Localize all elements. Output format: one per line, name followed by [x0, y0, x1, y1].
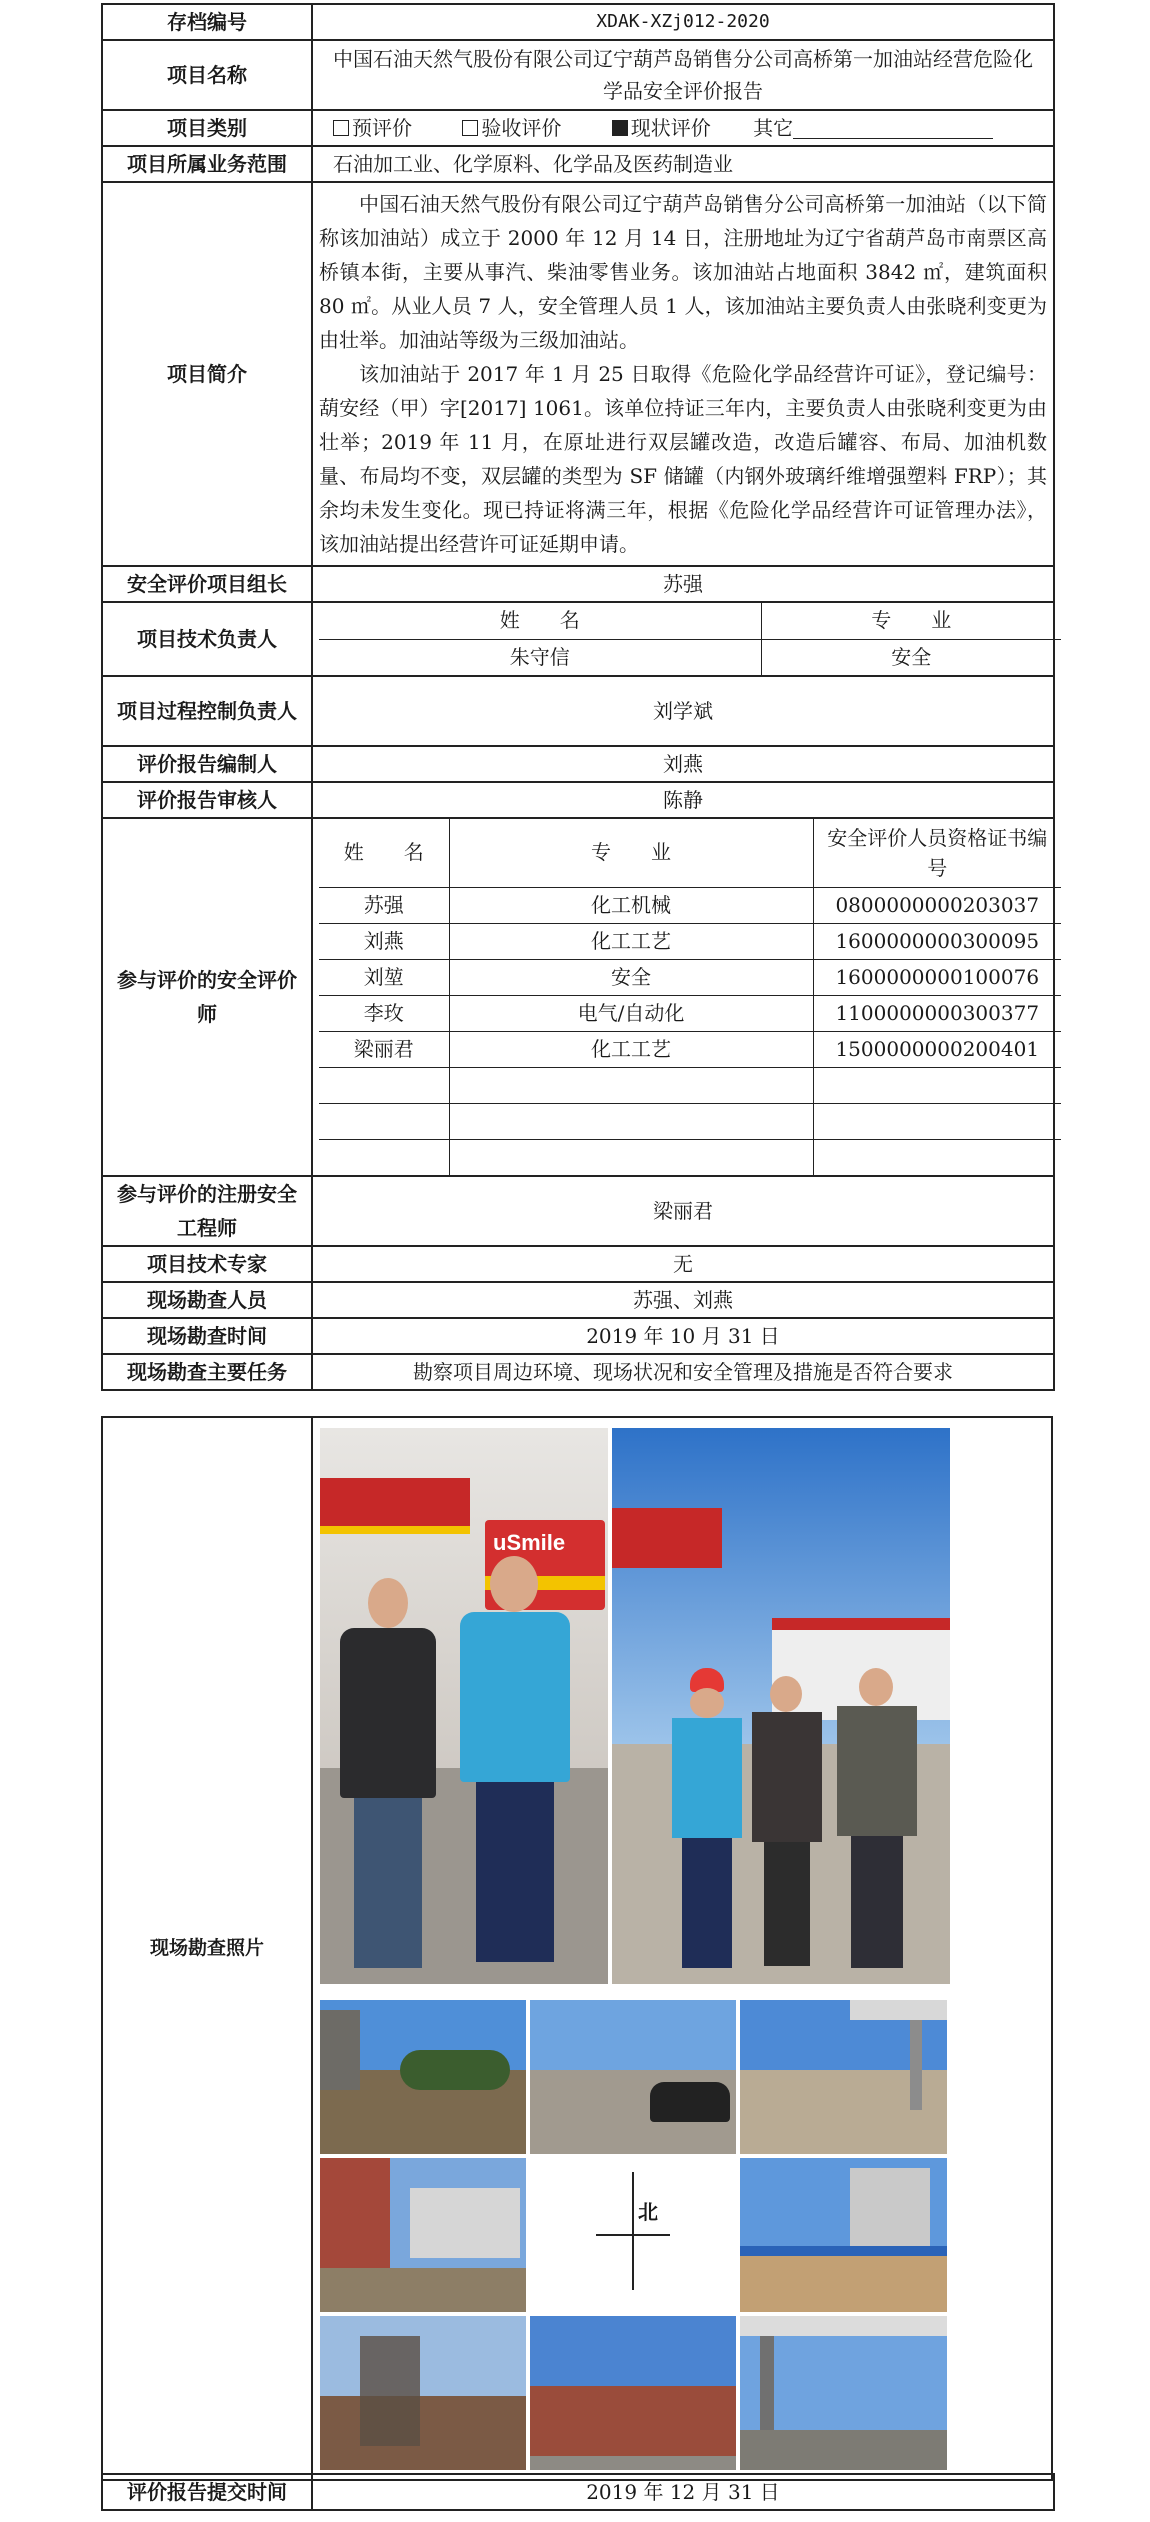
canopy-red-2: [612, 1508, 722, 1568]
person-woman: [752, 1676, 822, 1966]
evaluator-major: 安全: [449, 959, 813, 995]
option-pre-evaluation: 预评价: [333, 116, 412, 140]
compass-horizontal-line: [596, 2234, 670, 2236]
photo-surroundings-6: [320, 2316, 526, 2470]
evaluator-cert-empty: [813, 1103, 1061, 1139]
site-photos-label-cell: [103, 1418, 313, 2479]
registered-engineer-label: 参与评价的注册安全工程师: [102, 1176, 312, 1246]
evaluators-header-name: 姓 名: [319, 819, 449, 887]
site-photos-label: 现场勘查照片: [149, 1937, 264, 1959]
business-scope-label: 项目所属业务范围: [102, 146, 312, 182]
photo-surroundings-4: [320, 2158, 526, 2312]
evaluator-cert: 0800000000203037: [813, 887, 1061, 923]
report-reviewer-value: 陈静: [312, 782, 1054, 818]
submit-time-table: [101, 2473, 1055, 2511]
evaluator-cert: 1500000000200401: [813, 1031, 1061, 1067]
summary-paragraph-1: 中国石油天然气股份有限公司辽宁葫芦岛销售分公司高桥第一加油站（以下简称该加油站）成立于 2000 年 12 月 14 日，注册地址为辽宁省葫芦岛市南票区高桥镇本街，主要从事汽、柴油零售业务。该加油站占地面积 3842 ㎡，建筑面积 80 ㎡。从业人员 7 人，安全管理人员 1 人，该加油站主要负责人由张晓利变更为由壮举。加油站等级为三级加油站。: [319, 192, 1047, 352]
evaluators-header-major: 专 业: [449, 819, 813, 887]
evaluator-cert: 1100000000300377: [813, 995, 1061, 1031]
evaluator-major: 化工工艺: [449, 923, 813, 959]
evaluator-major-empty: [449, 1139, 813, 1175]
evaluator-cert: 1600000000300095: [813, 923, 1061, 959]
archive-no-value: XDAK-XZj012-2020: [312, 4, 1054, 40]
report-author-label: 评价报告编制人: [102, 746, 312, 782]
brick-wall-2: [530, 2386, 736, 2456]
submit-time-value: 2019 年 12 月 31 日: [312, 2474, 1054, 2510]
parked-car: [650, 2082, 730, 2122]
checkbox-acceptance-evaluation: [462, 120, 478, 136]
submit-time-label: 评价报告提交时间: [102, 2474, 312, 2510]
summary-text: [312, 182, 1054, 566]
site-time-label: 现场勘查时间: [102, 1318, 312, 1354]
report-reviewer-label: 评价报告审核人: [102, 782, 312, 818]
photo-surroundings-2: [530, 2000, 736, 2154]
tech-lead-subtable: [319, 603, 1061, 675]
summary-label: 项目简介: [102, 182, 312, 566]
process-control-value: 刘学斌: [312, 676, 1054, 746]
compass-north-label: 北: [638, 2200, 658, 2224]
evaluators-subtable: [319, 819, 1061, 1175]
person-dark-jacket: [340, 1578, 436, 1978]
person-blue-uniform: [460, 1556, 570, 1976]
registered-engineer-value: 梁丽君: [312, 1176, 1054, 1246]
photo-station-four-people: [612, 1428, 950, 1984]
compass-vertical-line: [632, 2172, 634, 2290]
option-status-evaluation: 现状评价: [612, 116, 711, 140]
photo-surroundings-3: [740, 2000, 947, 2154]
project-type-label: 项目类别: [102, 110, 312, 146]
evaluator-major-empty: [449, 1067, 813, 1103]
photo-surroundings-1: [320, 2000, 526, 2154]
archive-no-label: 存档编号: [102, 4, 312, 40]
checkbox-status-evaluation-checked: [612, 120, 628, 136]
photo-station-two-people: [320, 1428, 608, 1984]
project-type-options: [312, 110, 1054, 146]
option-acceptance-evaluation: 验收评价: [462, 116, 561, 140]
evaluator-name-empty: [319, 1139, 449, 1175]
evaluators-subtable-cell: [312, 818, 1054, 1176]
site-photos-section: [101, 1416, 1053, 2481]
report-info-table: [101, 3, 1055, 1391]
tech-expert-value: 无: [312, 1246, 1054, 1282]
site-task-value: 勘察项目周边环境、现场状况和安全管理及措施是否符合要求: [312, 1354, 1054, 1390]
person-worker-helmet: [672, 1668, 742, 1968]
evaluator-name: 刘堃: [319, 959, 449, 995]
tech-lead-subtable-cell: [312, 602, 1054, 676]
submit-time-row-wrap: [101, 2473, 1053, 2511]
tech-lead-major: 安全: [761, 639, 1061, 675]
process-control-label: 项目过程控制负责人: [102, 676, 312, 746]
evaluator-major: 化工机械: [449, 887, 813, 923]
project-name-label: 项目名称: [102, 40, 312, 110]
evaluator-major-empty: [449, 1103, 813, 1139]
photo-surroundings-5: [740, 2158, 947, 2312]
site-time-value: 2019 年 10 月 31 日: [312, 1318, 1054, 1354]
evaluator-name-empty: [319, 1103, 449, 1139]
evaluator-cert-empty: [813, 1067, 1061, 1103]
photo-surroundings-7: [530, 2316, 736, 2470]
tech-expert-label: 项目技术专家: [102, 1246, 312, 1282]
evaluator-name: 梁丽君: [319, 1031, 449, 1067]
site-staff-value: 苏强、刘燕: [312, 1282, 1054, 1318]
project-name-value: 中国石油天然气股份有限公司辽宁葫芦岛销售分公司高桥第一加油站经营危险化学品安全评价报告: [312, 40, 1054, 110]
checkbox-pre-evaluation: [333, 120, 349, 136]
tech-lead-name: 朱守信: [319, 639, 761, 675]
canopy-yellow-stripe: [320, 1526, 470, 1534]
option-other: 其它: [753, 116, 993, 140]
person-man-grey: [837, 1668, 917, 1968]
photo-surroundings-8: [740, 2316, 947, 2470]
site-task-label: 现场勘查主要任务: [102, 1354, 312, 1390]
summary-paragraph-2: 该加油站于 2017 年 1 月 25 日取得《危险化学品经营许可证》，登记编号：葫安经（甲）字[2017] 1061。该单位持证三年内，主要负责人由张晓利变更为由壮举；2019 年 11 月，在原址进行双层罐改造，改造后罐容、布局、加油机数量、布局均不变，双层罐的类型为 SF 储罐（内钢外玻璃纤维增强塑料 FRP）；其余均未发生变化。现已持证将满三年，根据《危险化学品经营许可证管理办法》，该加油站提出经营许可证延期申请。: [319, 362, 1047, 556]
team-leader-label: 安全评价项目组长: [102, 566, 312, 602]
evaluator-major: 化工工艺: [449, 1031, 813, 1067]
business-scope-value: 石油加工业、化学原料、化学品及医药制造业: [312, 146, 1054, 182]
tech-lead-header-major: 专 业: [761, 603, 1061, 639]
other-blank-line: [793, 116, 993, 139]
evaluator-name-empty: [319, 1067, 449, 1103]
evaluator-major: 电气/自动化: [449, 995, 813, 1031]
canopy-red: [320, 1478, 470, 1526]
report-author-value: 刘燕: [312, 746, 1054, 782]
evaluator-name: 刘燕: [319, 923, 449, 959]
team-leader-value: 苏强: [312, 566, 1054, 602]
photo-compass: [530, 2158, 736, 2312]
evaluator-name: 李玫: [319, 995, 449, 1031]
report-info-sheet: [101, 3, 1053, 1391]
evaluator-cert: 1600000000100076: [813, 959, 1061, 995]
evaluator-cert-empty: [813, 1139, 1061, 1175]
evaluators-header-cert: 安全评价人员资格证书编号: [813, 819, 1061, 887]
evaluator-name: 苏强: [319, 887, 449, 923]
site-staff-label: 现场勘查人员: [102, 1282, 312, 1318]
usmile-sign-text: uSmile: [493, 1530, 566, 1555]
evaluators-label: 参与评价的安全评价师: [102, 818, 312, 1176]
tech-lead-label: 项目技术负责人: [102, 602, 312, 676]
tech-lead-header-name: 姓 名: [319, 603, 761, 639]
